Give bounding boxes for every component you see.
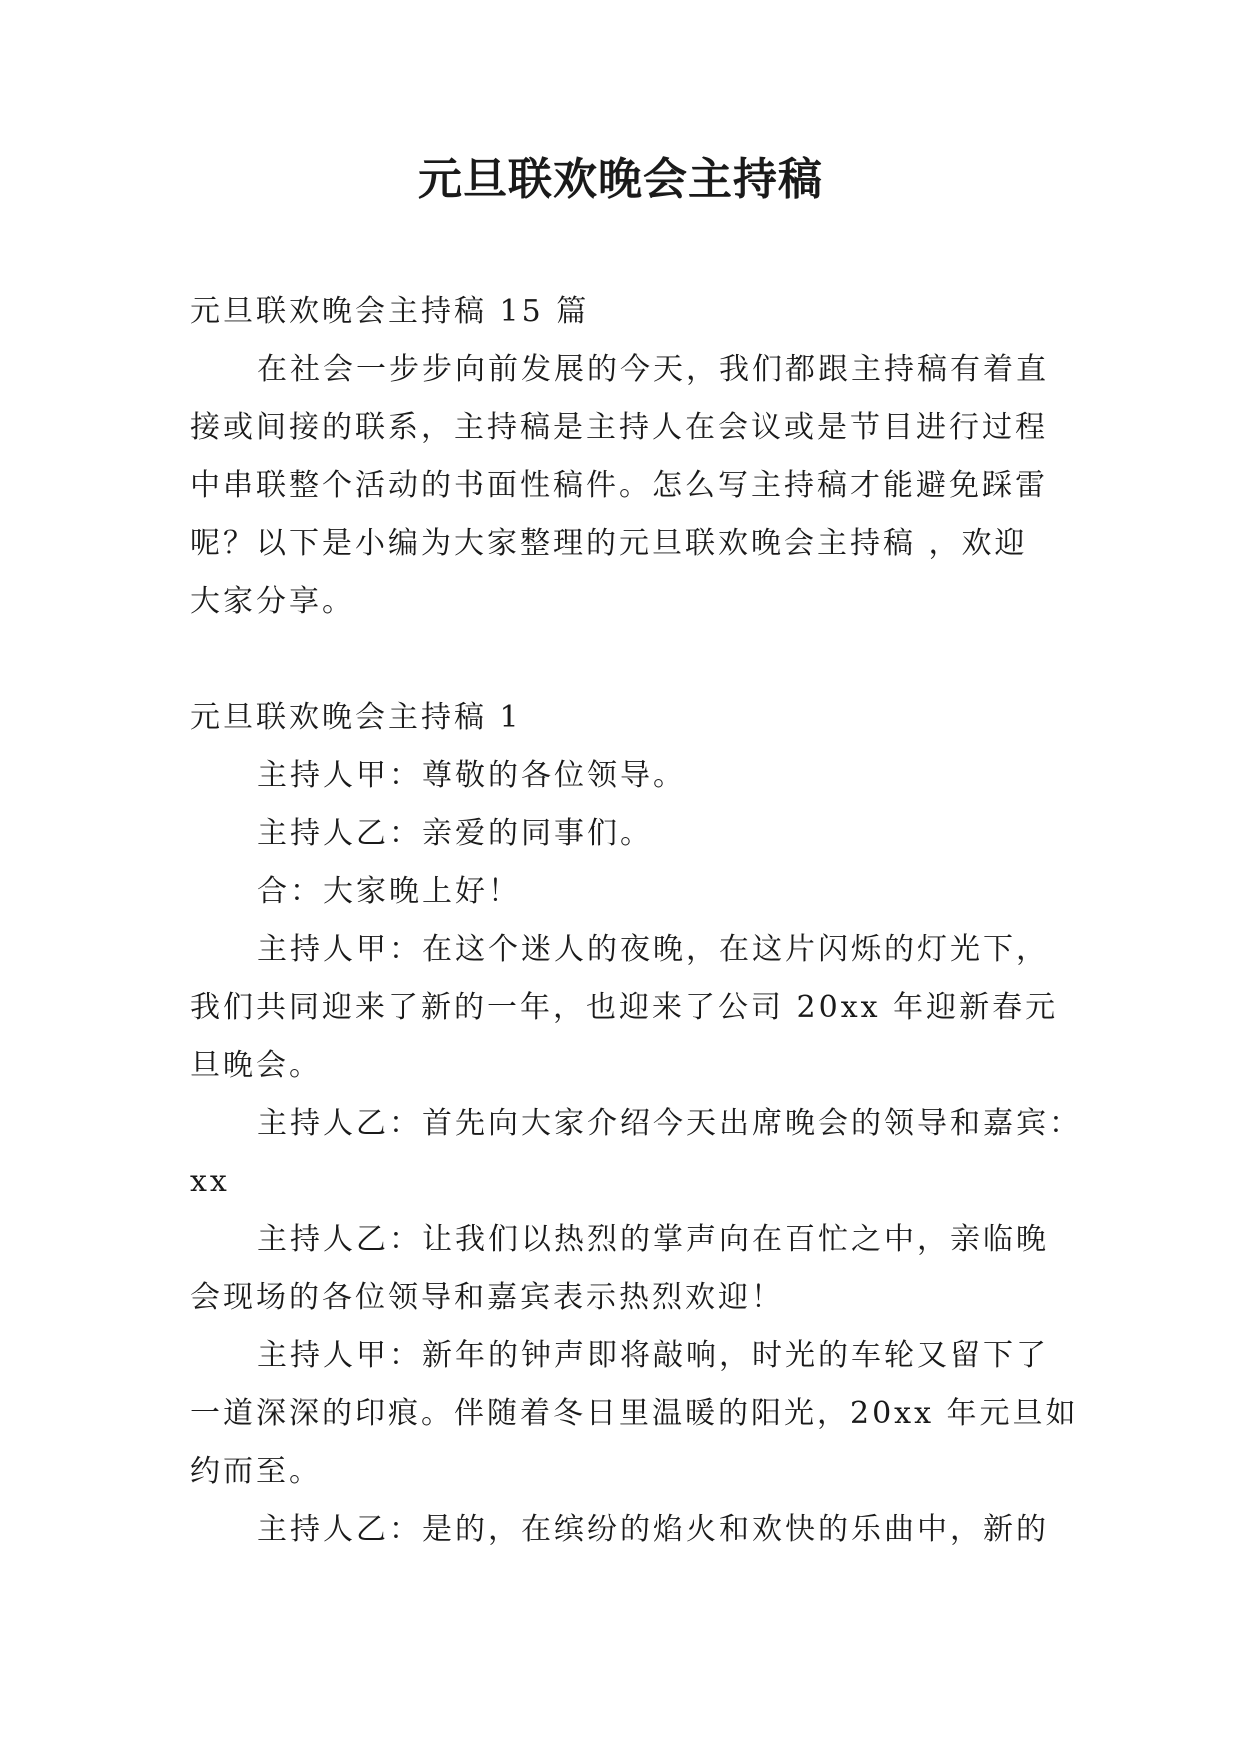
intro-paragraph-line: 接或间接的联系，主持稿是主持人在会议或是节目进行过程 (190, 410, 1048, 445)
document-body (190, 283, 1082, 1559)
intro-paragraph-line: 中串联整个活动的书面性稿件。怎么写主持稿才能避免踩雷 (190, 468, 1048, 503)
script-line: xx (190, 1164, 230, 1199)
intro-paragraph-line: 呢？以下是小编为大家整理的元旦联欢晚会主持稿 ，欢迎 (190, 526, 1028, 561)
script-line: 合：大家晚上好！ (257, 874, 521, 909)
script-line: 主持人甲：新年的钟声即将敲响，时光的车轮又留下了 (257, 1338, 1049, 1373)
script-line: 主持人乙：亲爱的同事们。 (257, 816, 653, 851)
script-line: 一道深深的印痕。伴随着冬日里温暖的阳光，20xx 年元旦如 (190, 1396, 1079, 1431)
script-line: 主持人甲：在这个迷人的夜晚，在这片闪烁的灯光下， (257, 932, 1049, 967)
intro-paragraph-line: 大家分享。 (190, 584, 355, 619)
script-line: 主持人乙：首先向大家介绍今天出席晚会的领导和嘉宾： (257, 1106, 1082, 1141)
script-line: 约而至。 (190, 1454, 322, 1489)
document-title: 元旦联欢晚会主持稿 (418, 154, 823, 205)
script-line: 会现场的各位领导和嘉宾表示热烈欢迎！ (190, 1280, 784, 1315)
script-line: 主持人乙：是的，在缤纷的焰火和欢快的乐曲中，新的 (257, 1512, 1049, 1547)
section-heading: 元旦联欢晚会主持稿 1 (190, 700, 522, 735)
intro-paragraph-line: 在社会一步步向前发展的今天，我们都跟主持稿有着直 (257, 352, 1049, 387)
script-line: 主持人乙：让我们以热烈的掌声向在百忙之中，亲临晚 (257, 1222, 1049, 1257)
script-line: 主持人甲：尊敬的各位领导。 (257, 758, 686, 793)
script-line: 我们共同迎来了新的一年，也迎来了公司 20xx 年迎新春元 (190, 990, 1059, 1025)
paragraph-spacer (190, 631, 1060, 689)
script-line: 旦晚会。 (190, 1048, 322, 1083)
collection-heading: 元旦联欢晚会主持稿 15 篇 (190, 294, 590, 329)
